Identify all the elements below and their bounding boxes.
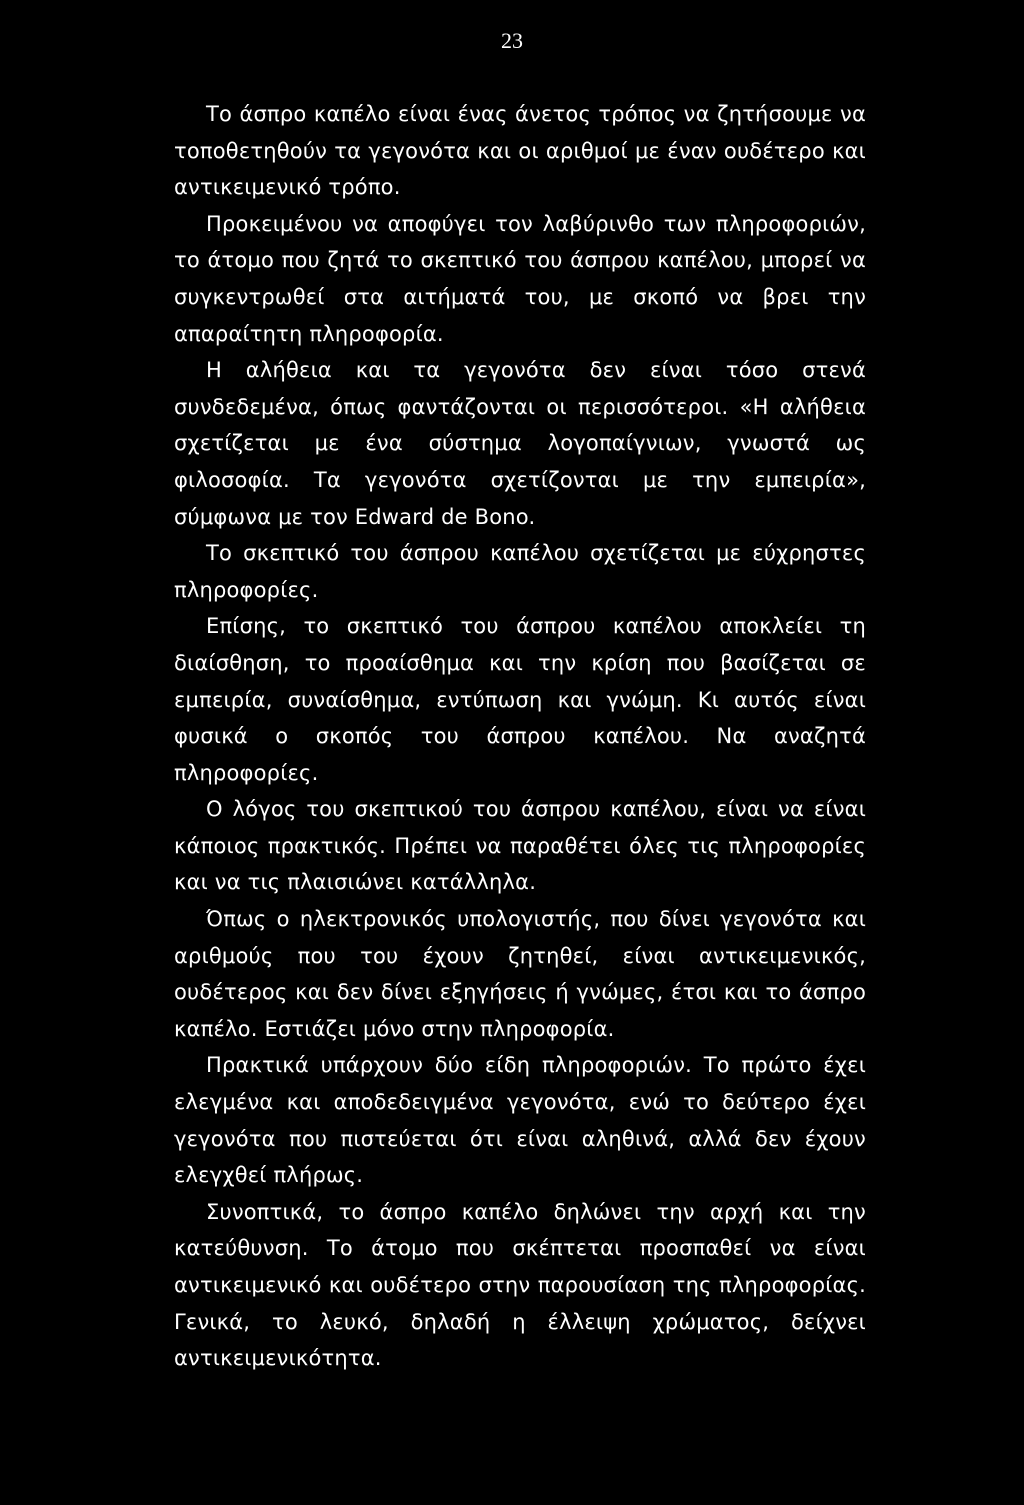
paragraph-truth-and-facts: Η αλήθεια και τα γεγονότα δεν είναι τόσο στενά συνδεδεμένα, όπως φαντάζονται οι περισσότεροι. «Η αλήθεια σχετίζεται με ένα σύστημα λογοπαίγνιων, γνωστά ως φιλοσοφία. Τα γεγονότα σχετίζονται με την εμπειρία», σύμφωνα με τον Edward de Bono. xyxy=(174,358,866,529)
paragraph-white-hat-intro: Το άσπρο καπέλο είναι ένας άνετος τρόπος να ζητήσουμε να τοποθετηθούν τα γεγονότα και οι αριθμοί με έναν ουδέτερο και αντικειμενικό τρόπο. xyxy=(174,102,866,200)
paragraph-usable-information: Το σκεπτικό του άσπρου καπέλου σχετίζεται με εύχρηστες πληροφορίες. xyxy=(174,541,866,602)
document-body xyxy=(174,96,866,1377)
paragraph-practical-purpose: Ο λόγος του σκεπτικού του άσπρου καπέλου, είναι να είναι κάποιος πρακτικός. Πρέπει να παραθέτει όλες τις πληροφορίες και να τις πλαισιώνει κατάλληλα. xyxy=(174,797,866,895)
paragraph-computer-analogy: Όπως ο ηλεκτρονικός υπολογιστής, που δίνει γεγονότα και αριθμούς που του έχουν ζητηθεί, είναι αντικειμενικός, ουδέτερος και δεν δίνει εξηγήσεις ή γνώμες, έτσι και το άσπρο καπέλο. Εστιάζει μόνο στην πληροφορία. xyxy=(174,907,866,1041)
paragraph-information-labyrinth: Προκειμένου να αποφύγει τον λαβύρινθο των πληροφοριών, το άτομο που ζητά το σκεπτικό του άσπρου καπέλου, μπορεί να συγκεντρωθεί στα αιτήματά του, με σκοπό να βρει την απαραίτητη πληροφορία. xyxy=(174,211,866,346)
paragraph-two-kinds-of-information: Πρακτικά υπάρχουν δύο είδη πληροφοριών. Το πρώτο έχει ελεγμένα και αποδεδειγμένα γεγονότα, ενώ το δεύτερο έχει γεγονότα που πιστεύεται ότι είναι αληθινά, αλλά δεν έχουν ελεγχθεί πλήρως. xyxy=(174,1053,866,1188)
page-number: 23 xyxy=(501,28,523,53)
paragraph-summary: Συνοπτικά, το άσπρο καπέλο δηλώνει την αρχή και την κατεύθυνση. Το άτομο που σκέπτεται προσπαθεί να είναι αντικειμενικό και ουδέτερο στην παρουσίαση της πληροφορίας. Γενικά, το λευκό, δηλαδή η έλλειψη χρώματος, δείχνει αντικειμενικότητα. xyxy=(174,1199,866,1371)
paragraph-excludes-intuition: Επίσης, το σκεπτικό του άσπρου καπέλου αποκλείει τη διαίσθηση, το προαίσθημα και την κρίση που βασίζεται σε εμπειρία, συναίσθημα, εντύπωση και γνώμη. Κι αυτός είναι φυσικά ο σκοπός του άσπρου καπέλου. Να αναζητά πληροφορίες. xyxy=(174,614,866,785)
